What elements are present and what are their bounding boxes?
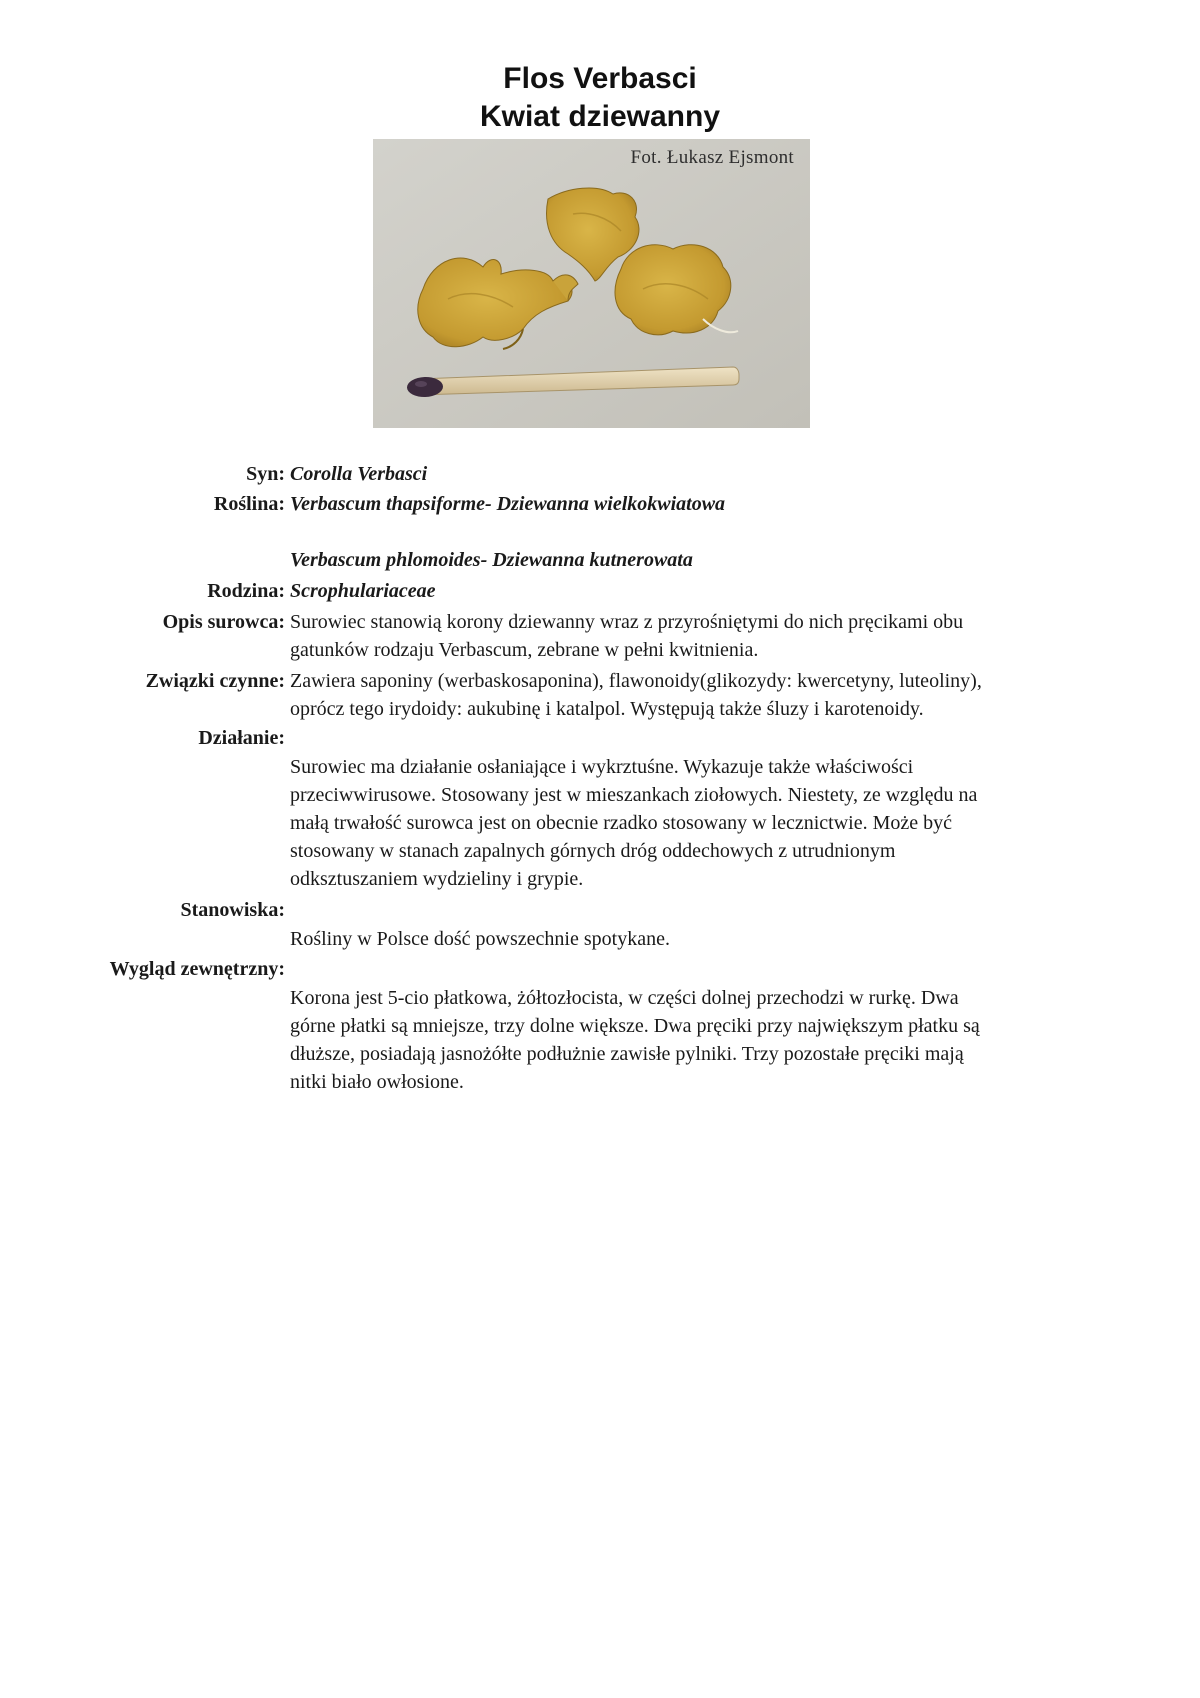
value-zwiazki-line2: oprócz tego irydoidy: aukubinę i katalpol. Występują także śluzy i karotenoidy.	[290, 698, 924, 720]
value-dzialanie-line3: małą trwałość surowca jest on obecnie rzadko stosowany w lecznictwie. Może być	[290, 812, 952, 834]
value-syn: Corolla Verbasci	[290, 463, 428, 485]
value-wyglad-line1: Korona jest 5-cio płatkowa, żółtozłocista, w części dolnej przechodzi w rurkę. Dwa	[290, 987, 959, 1009]
label-dzialanie: Działanie:	[198, 727, 285, 749]
value-dzialanie-line5: odksztuszaniem wydzieliny i grypie.	[290, 868, 584, 890]
label-opis: Opis surowca:	[162, 611, 285, 633]
value-opis-line2: gatunków rodzaju Verbascum, zebrane w pełni kwitnienia.	[290, 639, 759, 661]
value-opis-line1: Surowiec stanowią korony dziewanny wraz z przyrośniętymi do nich pręcikami obu	[290, 611, 964, 633]
value-roslina-2: Verbascum phlomoides- Dziewanna kutnerowata	[290, 549, 693, 571]
value-zwiazki-line1: Zawiera saponiny (werbaskosaponina), flawonoidy(glikozydy: kwercetyny, luteoliny),	[290, 670, 982, 692]
value-roslina-1: Verbascum thapsiforme- Dziewanna wielkokwiatowa	[290, 493, 726, 515]
label-stanowiska: Stanowiska:	[180, 899, 285, 921]
value-dzialanie-line1: Surowiec ma działanie osłaniające i wykrztuśne. Wykazuje także właściwości	[290, 756, 914, 778]
value-wyglad-line4: nitki biało owłosione.	[290, 1071, 464, 1093]
value-rodzina: Scrophulariaceae	[290, 580, 436, 602]
value-dzialanie-line2: przeciwwirusowe. Stosowany jest w mieszankach ziołowych. Niestety, ze względu na	[290, 784, 978, 806]
title-polish: Kwiat dziewanny	[479, 100, 721, 133]
value-wyglad-line2: górne płatki są mniejsze, trzy dolne większe. Dwa pręciki przy największym płatku są	[290, 1015, 980, 1037]
photo-credit: Fot. Łukasz Ejsmont	[630, 147, 794, 168]
title-latin: Flos Verbasci	[503, 62, 697, 95]
label-roslina: Roślina:	[213, 493, 285, 515]
value-wyglad-line3: dłuższe, posiadają jasnożółte podłużnie zawisłe pylniki. Trzy pozostałe pręciki mają	[290, 1043, 964, 1065]
label-zwiazki: Związki czynne:	[145, 670, 285, 692]
label-wyglad: Wygląd zewnętrzny:	[109, 958, 285, 980]
value-stanowiska-line1: Rośliny w Polsce dość powszechnie spotykane.	[290, 928, 670, 950]
label-syn: Syn:	[246, 463, 285, 485]
label-rodzina: Rodzina:	[207, 580, 285, 602]
value-dzialanie-line4: stosowany w stanach zapalnych górnych dróg oddechowych z utrudnionym	[290, 840, 896, 862]
